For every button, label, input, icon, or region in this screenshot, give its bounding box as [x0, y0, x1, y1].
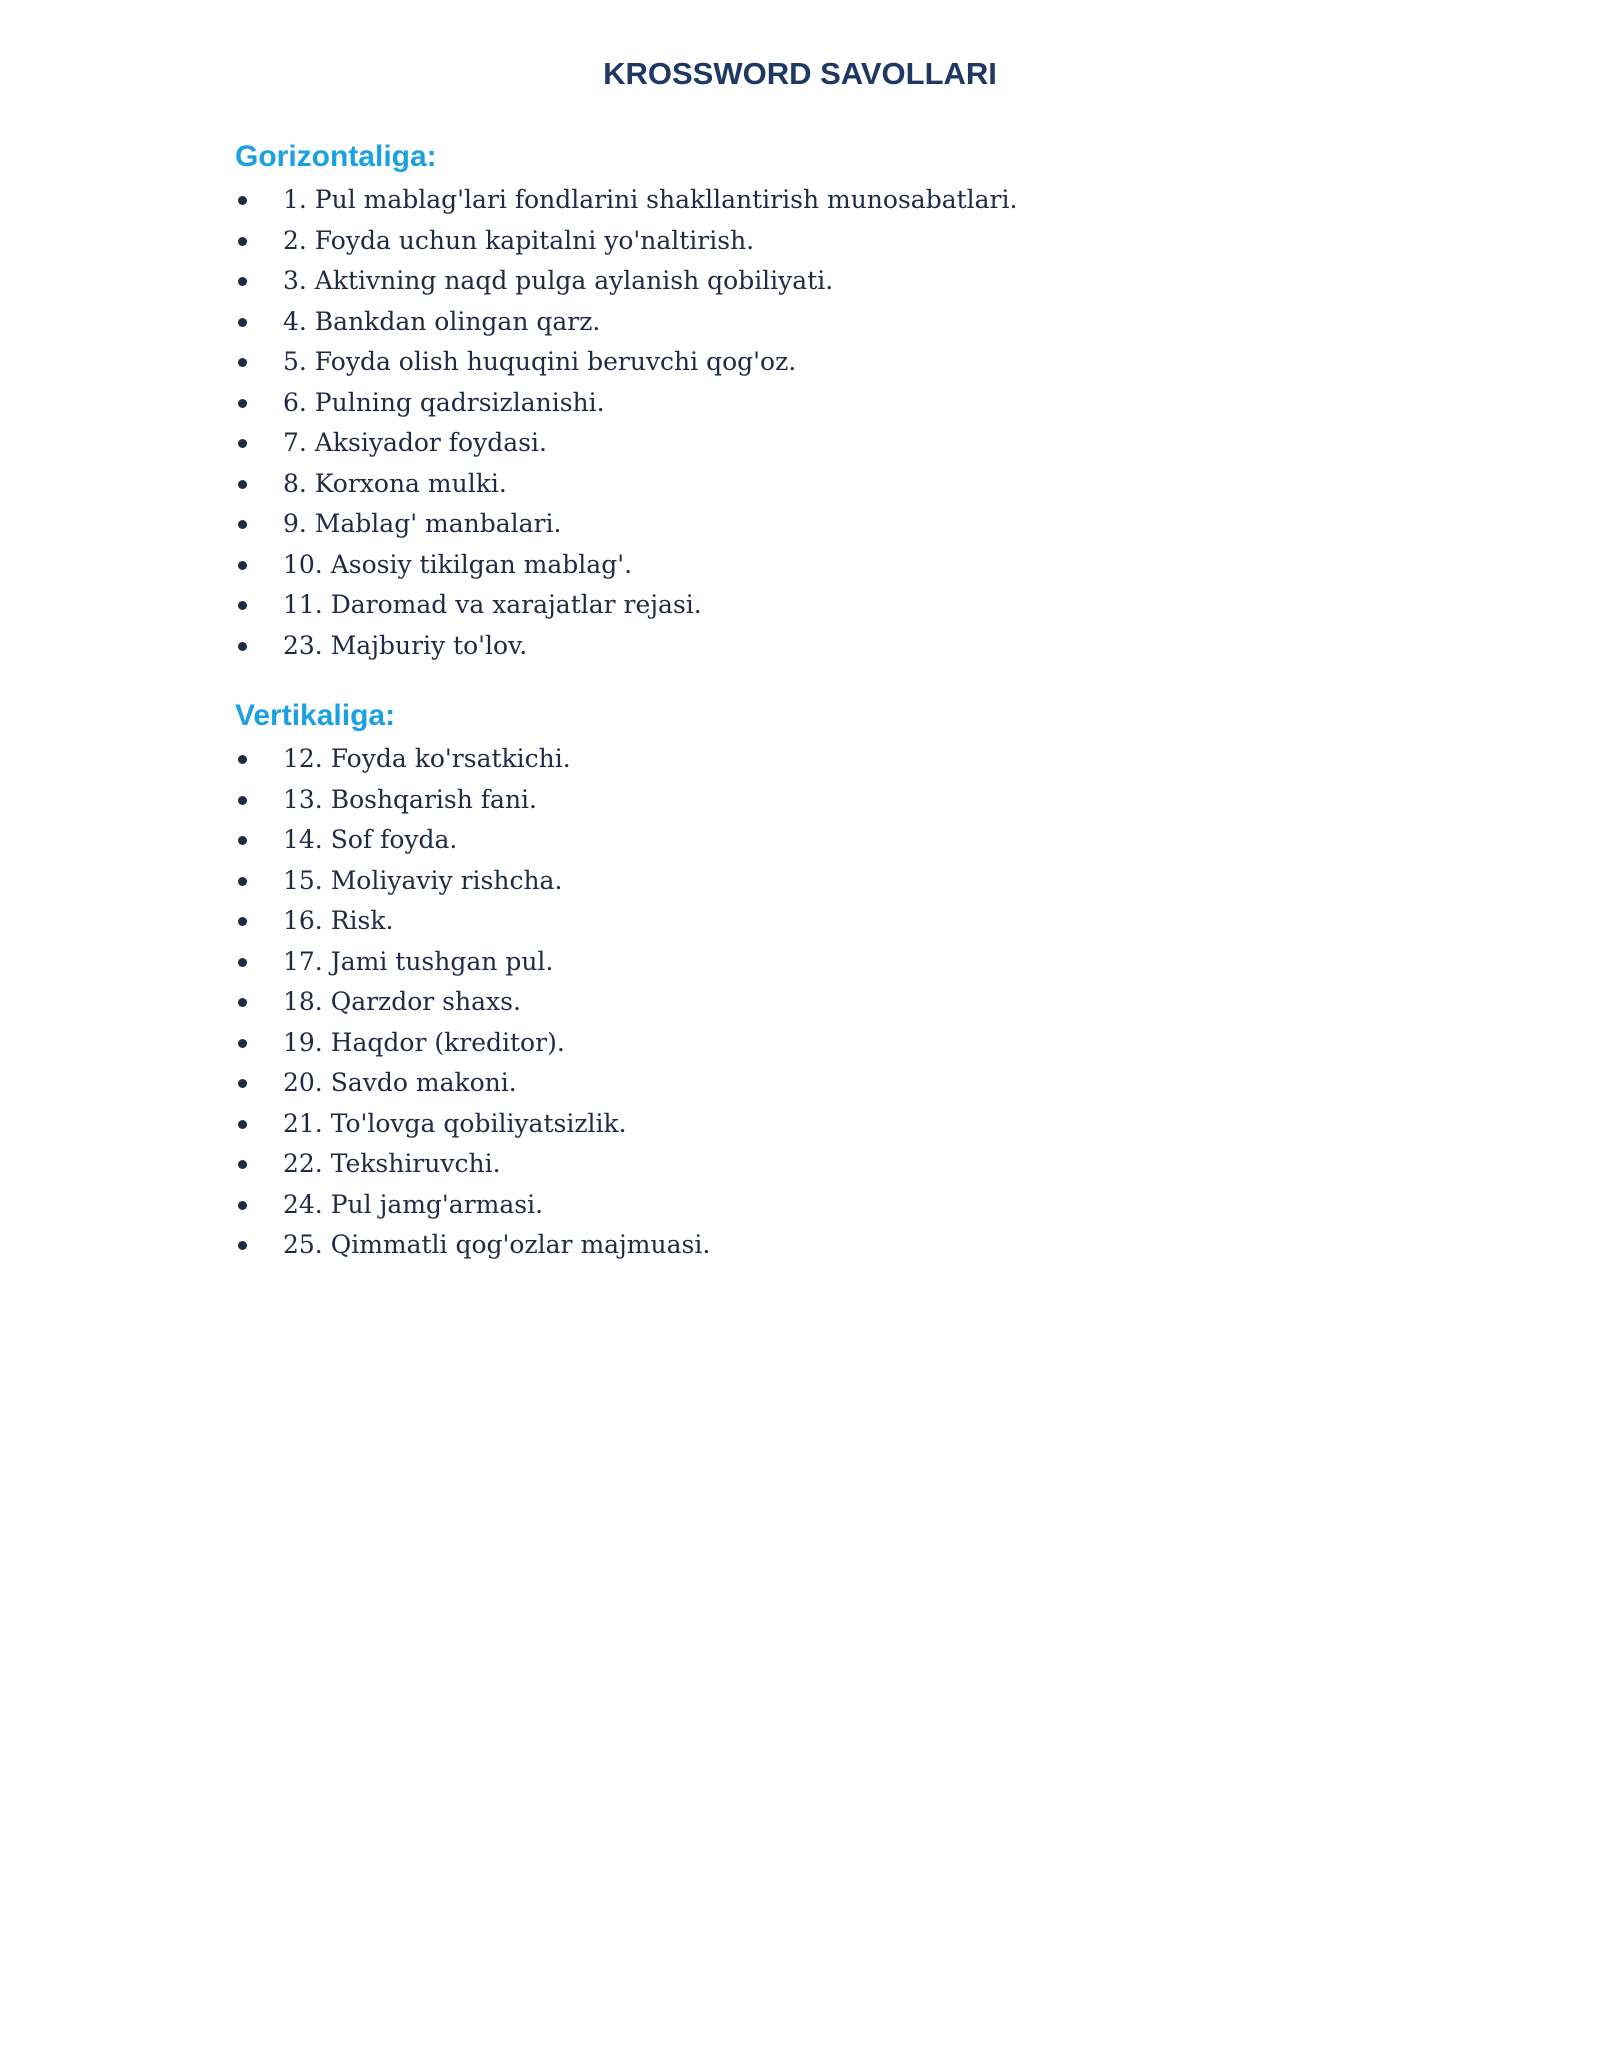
- bullet-icon: [238, 1201, 247, 1210]
- bullet-icon: [238, 277, 247, 286]
- clue-text: 17. Jami tushgan pul.: [283, 946, 554, 976]
- down-clue-list: [235, 739, 1435, 1266]
- clue-text: 21. To'lovga qobiliyatsizlik.: [283, 1108, 627, 1138]
- clue-text: 3. Aktivning naqd pulga aylanish qobiliyati.: [283, 266, 834, 295]
- clue-text: 24. Pul jamg'armasi.: [283, 1189, 544, 1219]
- list-item: [235, 861, 1435, 902]
- clue-text: 20. Savdo makoni.: [283, 1068, 517, 1097]
- list-item: [235, 504, 1435, 545]
- list-item: [235, 302, 1435, 343]
- bullet-icon: [238, 958, 247, 967]
- clue-text: 7. Aksiyador foydasi.: [283, 428, 547, 457]
- clue-text: 10. Asosiy tikilgan mablag'.: [283, 549, 633, 579]
- list-item: [235, 901, 1435, 942]
- list-item: [235, 545, 1435, 586]
- clue-text: 8. Korxona mulki.: [283, 468, 507, 498]
- list-item: [235, 626, 1435, 667]
- list-item: [235, 1185, 1435, 1226]
- list-item: [235, 221, 1435, 262]
- list-item: [235, 342, 1435, 383]
- bullet-icon: [238, 755, 247, 764]
- clue-text: 22. Tekshiruvchi.: [283, 1149, 501, 1178]
- clue-text: 16. Risk.: [283, 906, 394, 935]
- bullet-icon: [238, 998, 247, 1007]
- bullet-icon: [238, 318, 247, 327]
- list-item: [235, 423, 1435, 464]
- bullet-icon: [238, 358, 247, 367]
- bullet-icon: [238, 1120, 247, 1129]
- list-item: [235, 942, 1435, 983]
- clue-text: 12. Foyda ko'rsatkichi.: [283, 744, 571, 773]
- bullet-icon: [238, 836, 247, 845]
- bullet-icon: [238, 877, 247, 886]
- across-clue-list: [235, 180, 1435, 666]
- across-section: [235, 134, 1435, 666]
- clue-text: 25. Qimmatli qog'ozlar majmuasi.: [283, 1230, 711, 1259]
- clue-text: 11. Daromad va xarajatlar rejasi.: [283, 590, 702, 619]
- clue-text: 13. Boshqarish fani.: [283, 784, 537, 814]
- bullet-icon: [238, 601, 247, 610]
- list-item: [235, 739, 1435, 780]
- down-section: [235, 693, 1435, 1266]
- bullet-icon: [238, 237, 247, 246]
- list-item: [235, 464, 1435, 505]
- list-item: [235, 1104, 1435, 1145]
- bullet-icon: [238, 196, 247, 205]
- bullet-icon: [238, 480, 247, 489]
- list-item: [235, 261, 1435, 302]
- clue-text: 9. Mablag' manbalari.: [283, 509, 562, 538]
- bullet-icon: [238, 1241, 247, 1250]
- list-item: [235, 982, 1435, 1023]
- list-item: [235, 383, 1435, 424]
- clue-text: 14. Sof foyda.: [283, 825, 458, 854]
- clue-text: 1. Pul mablag'lari fondlarini shakllantirish munosabatlari.: [283, 185, 1018, 214]
- bullet-icon: [238, 1160, 247, 1169]
- page-title: KROSSWORD SAVOLLARI: [603, 56, 997, 91]
- clue-text: 2. Foyda uchun kapitalni yo'naltirish.: [283, 225, 755, 255]
- bullet-icon: [238, 561, 247, 570]
- list-item: [235, 1225, 1435, 1266]
- across-heading: Gorizontaliga:: [235, 140, 437, 173]
- list-item: [235, 1063, 1435, 1104]
- list-item: [235, 1144, 1435, 1185]
- clue-text: 15. Moliyaviy rishcha.: [283, 865, 563, 895]
- list-item: [235, 585, 1435, 626]
- bullet-icon: [238, 642, 247, 651]
- clue-text: 18. Qarzdor shaxs.: [283, 987, 521, 1016]
- list-item: [235, 1023, 1435, 1064]
- bullet-icon: [238, 399, 247, 408]
- clue-text: 4. Bankdan olingan qarz.: [283, 306, 601, 336]
- list-item: [235, 180, 1435, 221]
- clue-text: 6. Pulning qadrsizlanishi.: [283, 387, 605, 417]
- list-item: [235, 780, 1435, 821]
- down-heading: Vertikaliga:: [235, 699, 396, 732]
- bullet-icon: [238, 1079, 247, 1088]
- list-item: [235, 820, 1435, 861]
- bullet-icon: [238, 520, 247, 529]
- bullet-icon: [238, 917, 247, 926]
- clue-text: 23. Majburiy to'lov.: [283, 630, 528, 660]
- clue-text: 5. Foyda olish huquqini beruvchi qog'oz.: [283, 347, 797, 376]
- clue-text: 19. Haqdor (kreditor).: [283, 1027, 565, 1057]
- bullet-icon: [238, 439, 247, 448]
- bullet-icon: [238, 1039, 247, 1048]
- bullet-icon: [238, 796, 247, 805]
